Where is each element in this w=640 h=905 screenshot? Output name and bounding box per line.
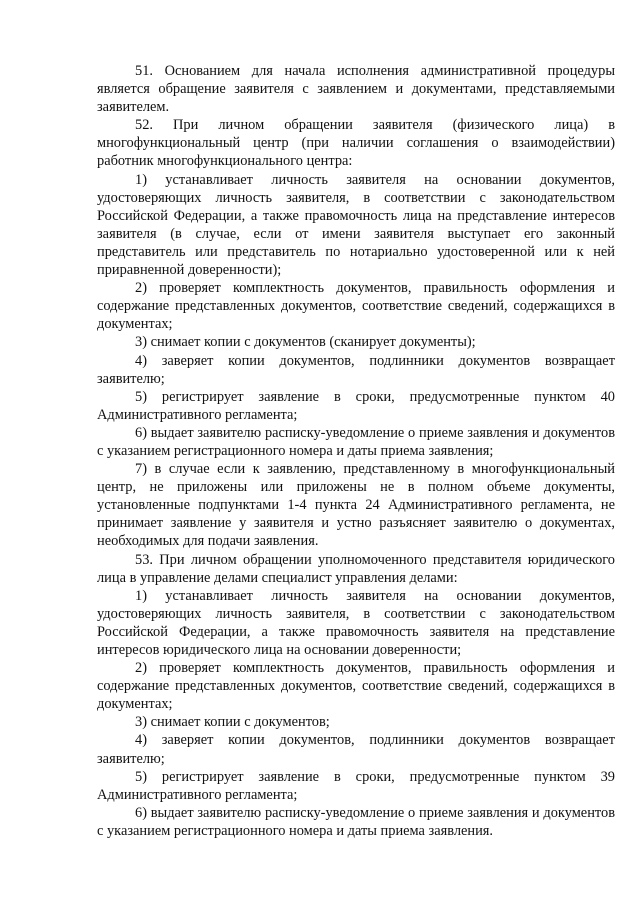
paragraph-53-item-5: 5) регистрирует заявление в сроки, предусмотренные пунктом 39 Административного регламента; bbox=[97, 768, 615, 803]
paragraph-51: 51. Основанием для начала исполнения административной процедуры является обращение заявителя с заявлением и документами, представляемыми заявителем. bbox=[97, 63, 615, 116]
paragraph-53-item-3: 3) снимает копии с документов; bbox=[135, 714, 330, 731]
paragraph-52-item-6: 6) выдает заявителю расписку-уведомление о приеме заявления и документов с указанием регистрационного номера и даты приема заявления; bbox=[97, 424, 615, 459]
paragraph-52-item-5: 5) регистрирует заявление в сроки, предусмотренные пунктом 40 Административного регламента; bbox=[97, 388, 615, 423]
paragraph-52-item-3: 3) снимает копии с документов (сканирует документы); bbox=[135, 334, 476, 351]
paragraph-53-item-4: 4) заверяет копии документов, подлинники документов возвращает заявителю; bbox=[97, 732, 615, 767]
paragraph-52-item-2: 2) проверяет комплектность документов, правильность оформления и содержание представленных документов, соответствие сведений, содержащихся в документах; bbox=[97, 280, 615, 333]
paragraph-52-item-7: 7) в случае если к заявлению, представленному в многофункциональный центр, не приложены или приложены не в полном объеме документы, установленные подпунктами 1-4 пункта 24 Административного регламента, не принимает заявление у заявителя и устно разъясняет заявителю о документах, необходимых для подачи заявления. bbox=[97, 461, 615, 550]
paragraph-53: 53. При личном обращении уполномоченного представителя юридического лица в управление делами специалист управления делами: bbox=[97, 551, 615, 586]
paragraph-52-item-4: 4) заверяет копии документов, подлинники документов возвращает заявителю; bbox=[97, 352, 615, 387]
paragraph-52: 52. При личном обращении заявителя (физического лица) в многофункциональный центр (при наличии соглашения о взаимодействии) работник многофункционального центра: bbox=[97, 117, 615, 170]
document-page bbox=[97, 62, 615, 840]
paragraph-52-item-1: 1) устанавливает личность заявителя на основании документов, удостоверяющих личность заявителя, в соответствии с законодательством Российской Федерации, а также правомочность лица на представление интересов заявителя (в случае, если от имени заявителя выступает его законный представитель или представитель по нотариально удостоверенной или к ней приравненной доверенности); bbox=[97, 171, 615, 279]
paragraph-53-item-2: 2) проверяет комплектность документов, правильность оформления и содержание представленных документов, соответствие сведений, содержащихся в документах; bbox=[97, 660, 615, 713]
paragraph-53-item-1: 1) устанавливает личность заявителя на основании документов, удостоверяющих личность заявителя, в соответствии с законодательством Российской Федерации, а также правомочность заявителя на представление интересов юридического лица на основании доверенности; bbox=[97, 587, 615, 658]
paragraph-53-item-6: 6) выдает заявителю расписку-уведомление о приеме заявления и документов с указанием регистрационного номера и даты приема заявления. bbox=[97, 804, 615, 839]
